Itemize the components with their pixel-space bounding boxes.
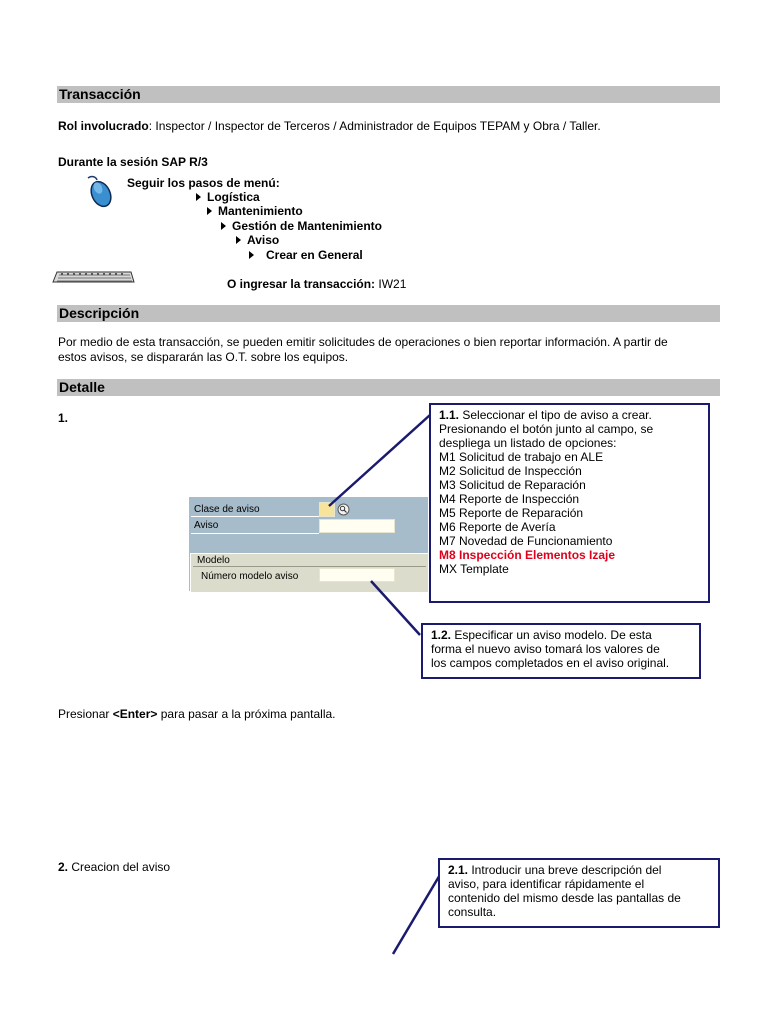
option-m4: M4 Reporte de Inspección xyxy=(439,492,580,506)
matchcode-button-icon[interactable] xyxy=(337,503,350,516)
modelo-group-box xyxy=(190,553,428,592)
rol-line xyxy=(58,119,601,133)
menu-step-crear-general: Crear en General xyxy=(249,248,363,262)
option-mx: MX Template xyxy=(439,562,509,576)
numero-modelo-field[interactable] xyxy=(319,568,395,582)
clase-aviso-label: Clase de aviso xyxy=(194,504,260,515)
menu-intro: Seguir los pasos de menú: xyxy=(127,176,280,190)
sap-screen-snippet xyxy=(189,497,428,591)
enter-instruction: Presionar <Enter> para pasar a la próxima pantalla. xyxy=(58,707,336,721)
rol-label: Rol involucrado xyxy=(58,119,149,133)
option-m1: M1 Solicitud de trabajo en ALE xyxy=(439,450,604,464)
keyboard-icon xyxy=(51,270,135,284)
transaccion-label: O ingresar la transacción: xyxy=(227,277,376,291)
transaccion-line xyxy=(227,277,406,291)
transaccion-code: IW21 xyxy=(375,277,407,291)
menu-step-gestion: Gestión de Mantenimiento xyxy=(221,219,382,233)
callout-1-1: 1.1. Seleccionar el tipo de aviso a crear. Presionando el botón junto al campo, se despliega un listado de opciones: M1 Solicitud de trabajo en ALE M2 Solicitud de Inspección M3 Solicitud de Reparación M4 Reporte de Inspección M5 Reporte de Reparación M6 Reporte de Avería M7 Novedad de Funcionamiento M8 Inspección Elementos Izaje MX Template xyxy=(429,403,710,603)
section-header-transaccion: Transacción xyxy=(57,86,720,103)
aviso-label: Aviso xyxy=(194,520,219,531)
descripcion-line-2: estos avisos, se dispararán las O.T. sobre los equipos. xyxy=(58,350,349,364)
aviso-field[interactable] xyxy=(319,519,395,533)
clase-aviso-field[interactable] xyxy=(319,502,335,517)
option-m8-highlight: M8 Inspección Elementos Izaje xyxy=(439,548,616,562)
sesion-title: Durante la sesión SAP R/3 xyxy=(58,155,208,169)
menu-step-logistica: Logística xyxy=(196,190,260,204)
section-header-descripcion: Descripción xyxy=(57,305,720,322)
step-2-line: 2. Creacion del aviso xyxy=(58,860,171,874)
descripcion-line-1: Por medio de esta transacción, se pueden emitir solicitudes de operaciones o bien reportar información. A partir de xyxy=(58,335,668,349)
callout-1-2: 1.2. Especificar un aviso modelo. De esta forma el nuevo aviso tomará los valores de los campos completados en el aviso original. xyxy=(421,623,701,679)
option-m6: M6 Reporte de Avería xyxy=(439,520,556,534)
section-header-detalle: Detalle xyxy=(57,379,720,396)
callout-2-1: 2.1. Introducir una breve descripción del aviso, para identificar rápidamente el contenido del mismo desde las pantallas de consulta. xyxy=(438,858,720,928)
option-m3: M3 Solicitud de Reparación xyxy=(439,478,586,492)
mouse-icon xyxy=(84,174,114,210)
modelo-group-title: Modelo xyxy=(197,555,230,566)
menu-step-mantenimiento: Mantenimiento xyxy=(207,204,303,218)
numero-modelo-label: Número modelo aviso xyxy=(201,571,299,582)
option-m5: M5 Reporte de Reparación xyxy=(439,506,584,520)
rol-value: : Inspector / Inspector de Terceros / Administrador de Equipos TEPAM y Obra / Taller. xyxy=(148,119,601,133)
option-m2: M2 Solicitud de Inspección xyxy=(439,464,582,478)
option-m7: M7 Novedad de Funcionamiento xyxy=(439,534,613,548)
menu-step-aviso: Aviso xyxy=(236,233,279,247)
step-1-number: 1. xyxy=(58,411,69,425)
